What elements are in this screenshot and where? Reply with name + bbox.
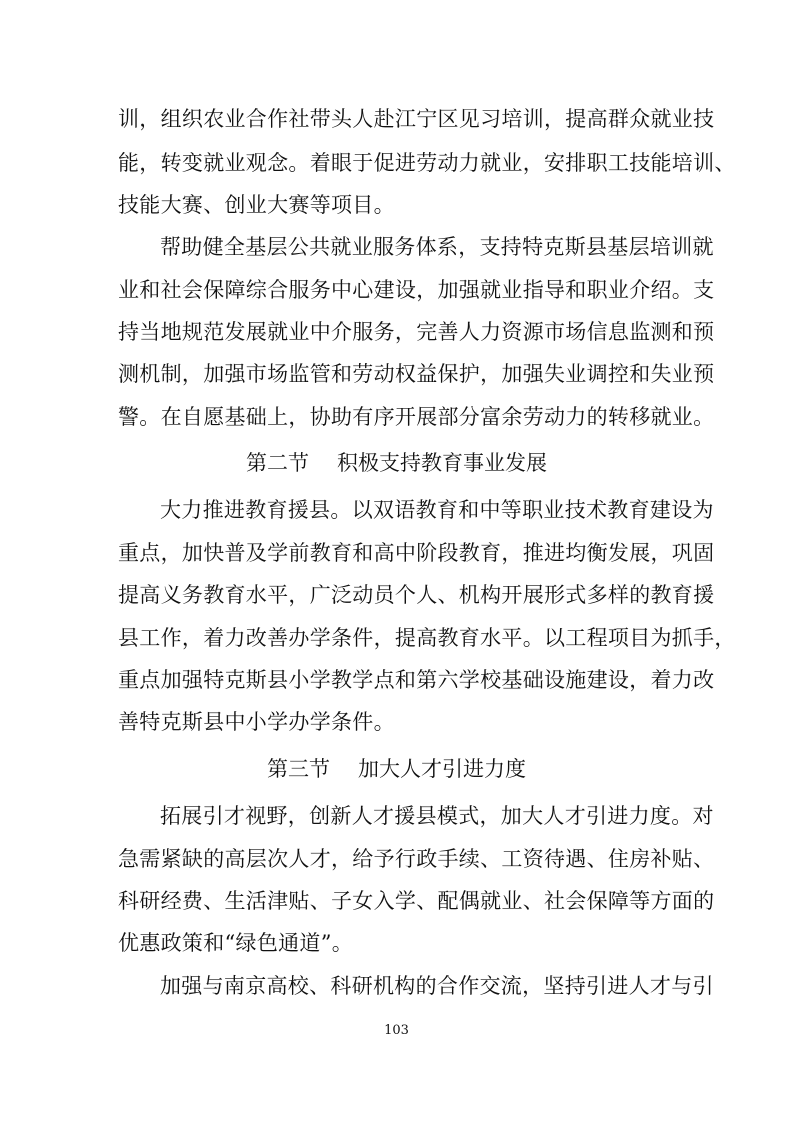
paragraph-line: 拓展引才视野，创新人才援县模式，加大人才引进力度。对 xyxy=(160,804,714,828)
paragraph-line: 重点，加快普及学前教育和高中阶段教育，推进均衡发展，巩固 xyxy=(118,541,715,565)
section-title: 积极支持教育事业发展 xyxy=(337,451,547,475)
paragraph-line: 持当地规范发展就业中介服务，完善人力资源市场信息监测和预 xyxy=(118,320,715,344)
paragraph-line: 重点加强特克斯县小学教学点和第六学校基础设施建设，着力改 xyxy=(118,668,715,692)
section-title: 加大人才引进力度 xyxy=(358,757,526,781)
paragraph-line: 善特克斯县中小学办学条件。 xyxy=(118,710,395,734)
paragraph-line: 县工作，着力改善办学条件，提高教育水平。以工程项目为抓手， xyxy=(118,626,736,650)
page-number: 103 xyxy=(384,1023,409,1038)
section-number: 第二节 xyxy=(246,451,309,475)
section-heading xyxy=(0,755,793,783)
section-heading xyxy=(0,449,793,477)
section-number: 第三节 xyxy=(267,757,330,781)
paragraph-line: 训，组织农业合作社带头人赴江宁区见习培训，提高群众就业技 xyxy=(118,107,715,131)
paragraph-line: 警。在自愿基础上，协助有序开展部分富余劳动力的转移就业。 xyxy=(118,405,715,429)
paragraph-line: 业和社会保障综合服务中心建设，加强就业指导和职业介绍。支 xyxy=(118,278,715,302)
paragraph-line: 大力推进教育援县。以双语教育和中等职业技术教育建设为 xyxy=(160,498,714,522)
paragraph-line: 加强与南京高校、科研机构的合作交流，坚持引进人才与引 xyxy=(160,974,714,998)
paragraph-line: 优惠政策和“绿色通道”。 xyxy=(118,931,354,955)
paragraph-line: 帮助健全基层公共就业服务体系，支持特克斯县基层培训就 xyxy=(160,235,714,259)
paragraph-line: 技能大赛、创业大赛等项目。 xyxy=(118,193,395,217)
paragraph-line: 科研经费、生活津贴、子女入学、配偶就业、社会保障等方面的 xyxy=(118,889,715,913)
paragraph-line: 能，转变就业观念。着眼于促进劳动力就业，安排职工技能培训、 xyxy=(118,151,736,175)
paragraph-line: 提高义务教育水平，广泛动员个人、机构开展形式多样的教育援 xyxy=(118,583,715,607)
paragraph-line: 测机制，加强市场监管和劳动权益保护，加强失业调控和失业预 xyxy=(118,362,715,386)
paragraph-line: 急需紧缺的高层次人才，给予行政手续、工资待遇、住房补贴、 xyxy=(118,847,715,871)
